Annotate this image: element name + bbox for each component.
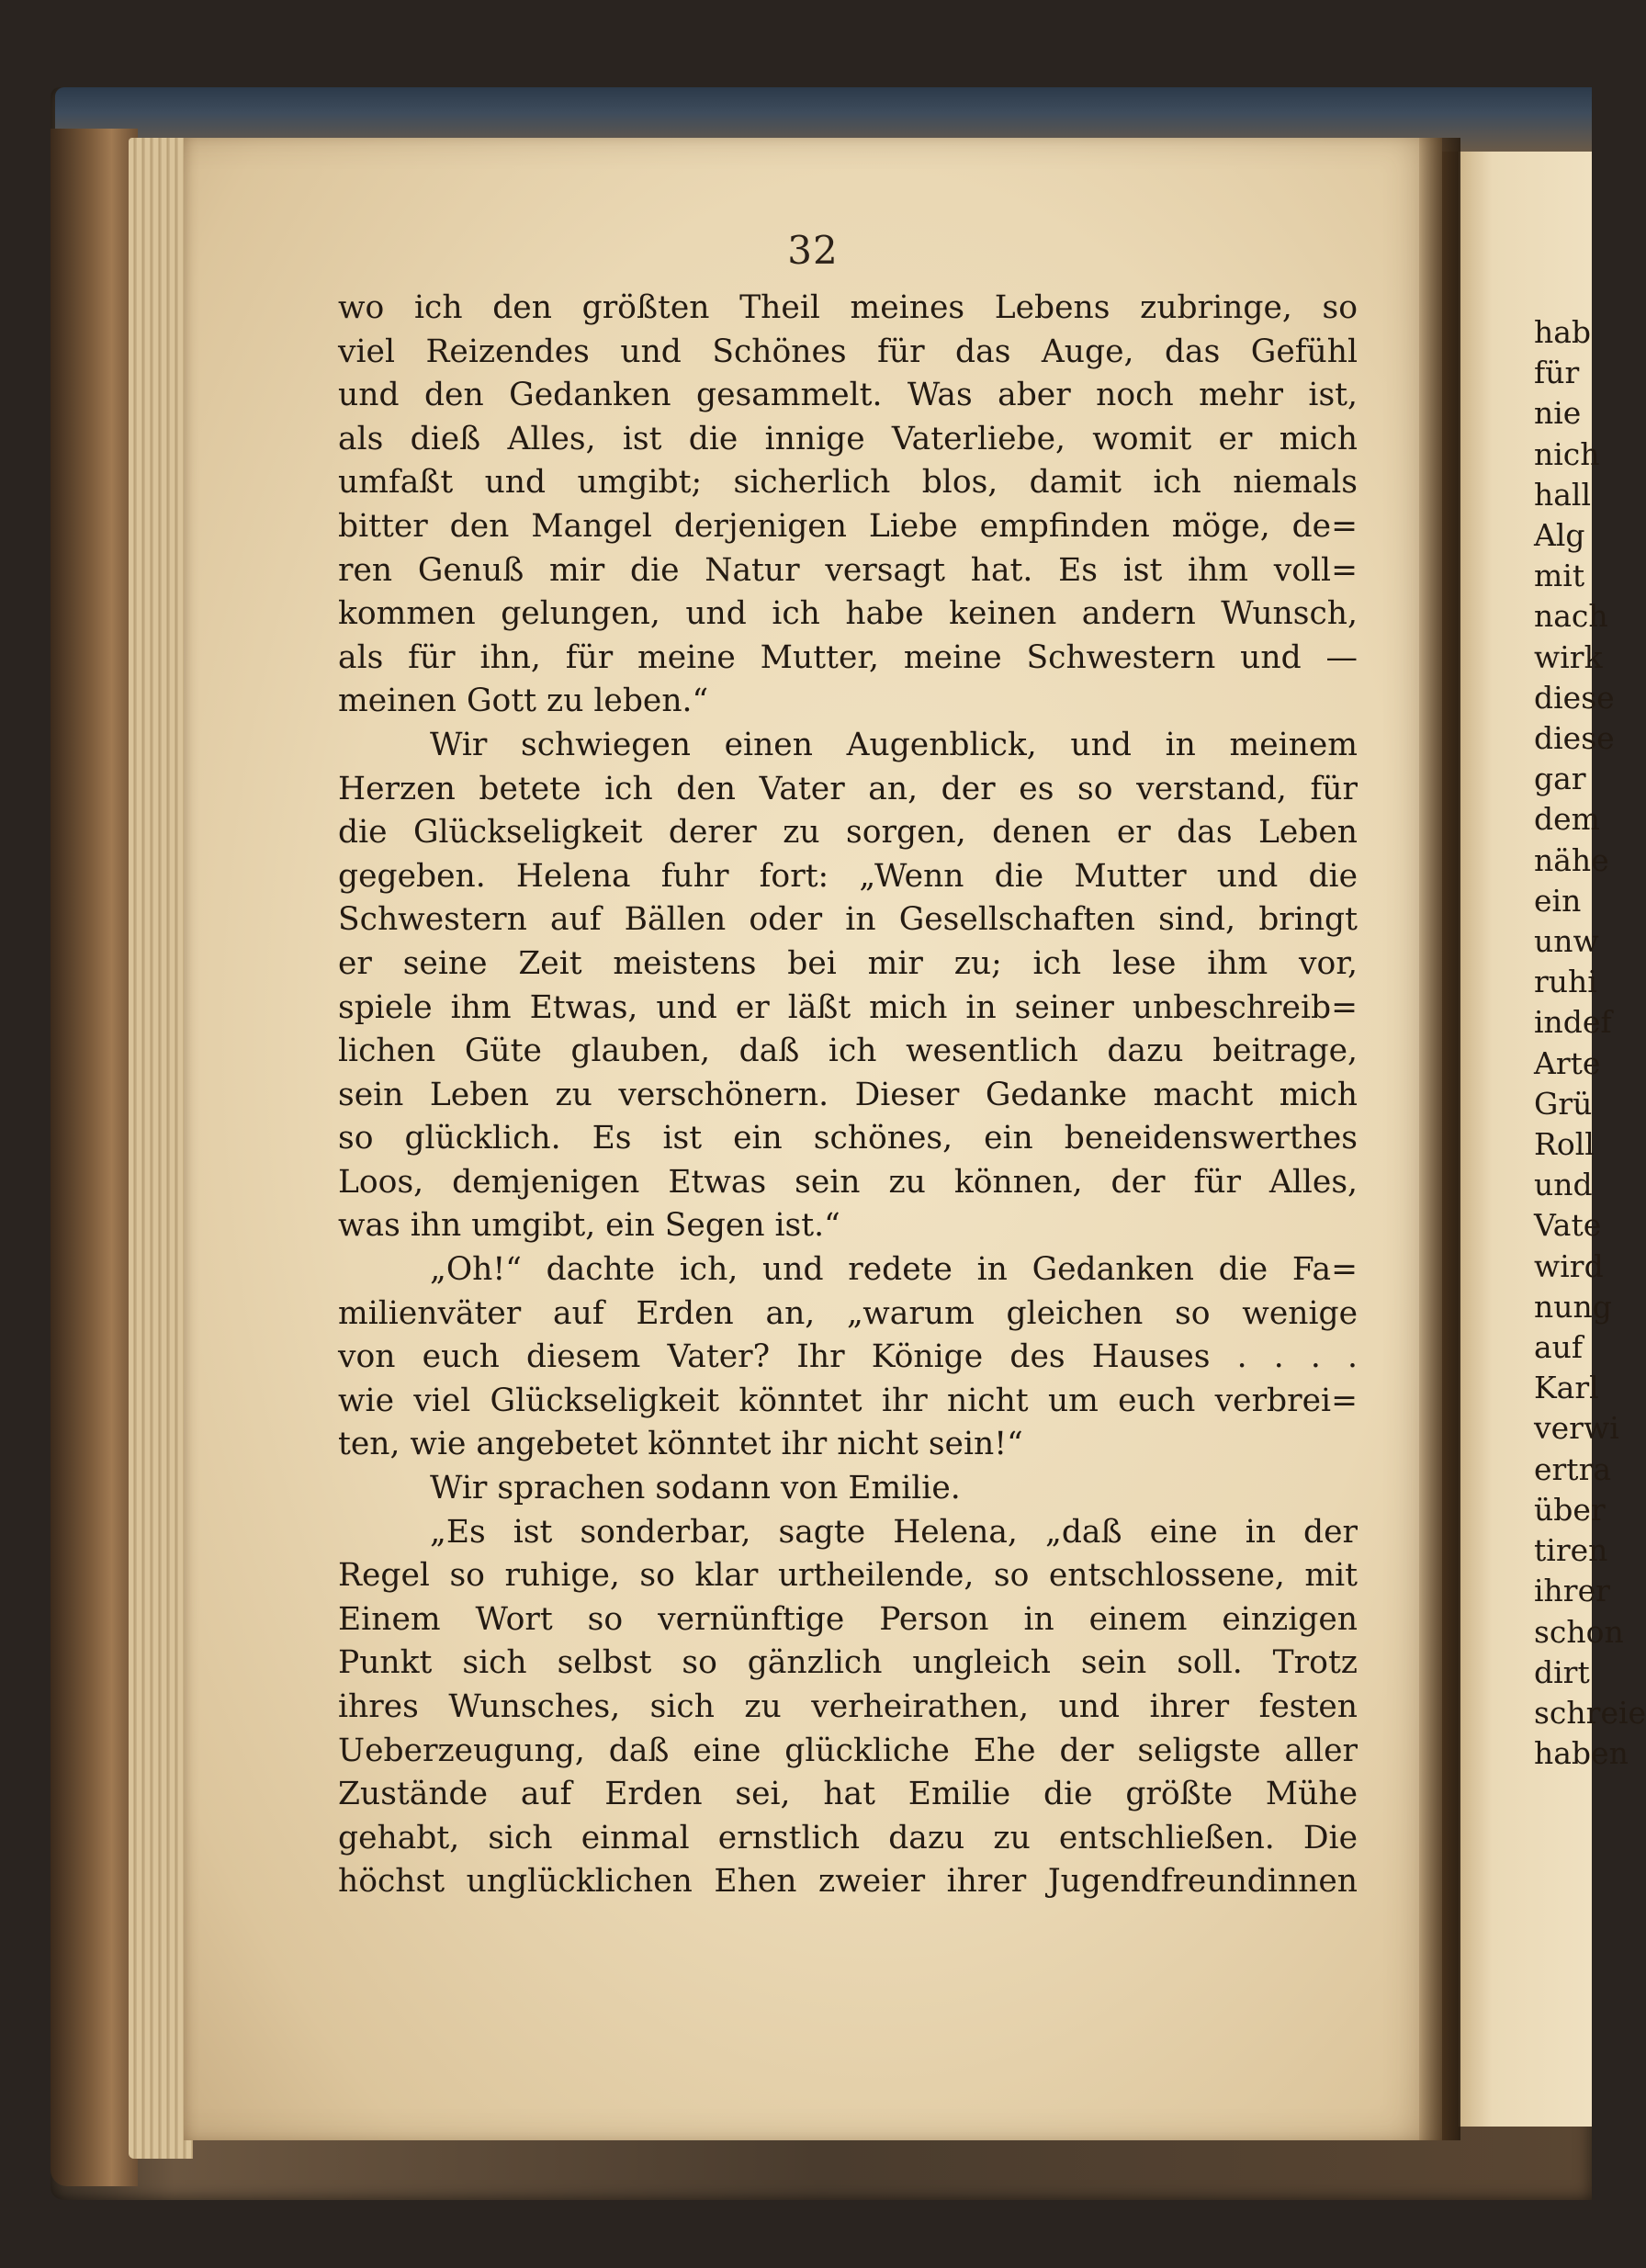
text-line: von euch diesem Vater? Ihr Könige des Hauses . . . . (338, 1338, 1358, 1376)
right-page-fragment: Grü (1534, 1085, 1593, 1122)
right-page-fragment: indef (1534, 1004, 1612, 1041)
right-page-fragment: tiren (1534, 1532, 1608, 1569)
right-page-fragment: Roll (1534, 1126, 1595, 1163)
right-page-fragment: auf (1534, 1329, 1584, 1366)
text-line: ren Genuß mir die Natur versagt hat. Es ist ihm voll= (338, 551, 1358, 589)
text-line: er seine Zeit meistens bei mir zu; ich lese ihm vor, (338, 944, 1358, 982)
text-line: als dieß Alles, ist die innige Vaterliebe, womit er mich (338, 420, 1358, 457)
text-line: viel Reizendes und Schönes für das Auge, das Gefühl (338, 333, 1358, 370)
right-page-fragment: dirt (1534, 1653, 1590, 1690)
text-line: ten, wie angebetet könntet ihr nicht sein!“ (338, 1426, 1023, 1463)
right-page-fragment: nung (1534, 1288, 1612, 1325)
text-line: Herzen betete ich den Vater an, der es so verstand, für (338, 770, 1358, 807)
right-page-fragment: verwi (1534, 1410, 1619, 1447)
text-line: Zustände auf Erden sei, hat Emilie die größte Mühe (338, 1776, 1358, 1813)
text-line: so glücklich. Es ist ein schönes, ein beneidenswerthes (338, 1120, 1358, 1157)
right-page-fragment: diese (1534, 679, 1615, 716)
right-page-fragment: nich (1534, 435, 1600, 472)
right-page-fragment: und (1534, 1167, 1593, 1203)
text-line: spiele ihm Etwas, und er läßt mich in seiner unbeschreib= (338, 988, 1358, 1026)
right-page-text-fragments (1534, 312, 1646, 1774)
text-line: wie viel Glückseligkeit könntet ihr nicht um euch verbrei= (338, 1382, 1358, 1419)
text-line: lichen Güte glauben, daß ich wesentlich dazu beitrage, (338, 1032, 1358, 1070)
text-line: Ueberzeugung, daß eine glückliche Ehe der seligste aller (338, 1732, 1358, 1769)
right-page-fragment: Arte (1534, 1044, 1601, 1081)
text-line: „Es ist sonderbar, sagte Helena, „daß eine in der (430, 1513, 1358, 1551)
text-line: kommen gelungen, und ich habe keinen andern Wunsch, (338, 595, 1358, 633)
text-line: bitter den Mangel derjenigen Liebe empfinden möge, de= (338, 507, 1358, 545)
text-line: meinen Gott zu leben.“ (338, 683, 709, 720)
text-line: milienväter auf Erden an, „warum gleichen so wenige (338, 1294, 1358, 1332)
right-page-fragment: mit (1534, 558, 1585, 594)
book-spine-edge (51, 129, 138, 2186)
right-page-fragment: ihrer (1534, 1573, 1610, 1609)
text-line: Regel so ruhige, so klar urtheilende, so entschlossene, mit (338, 1557, 1358, 1595)
right-page-fragment: gar (1534, 761, 1586, 797)
right-page-fragment: schreie (1534, 1694, 1646, 1731)
text-line: sein Leben zu verschönern. Dieser Gedanke macht mich (338, 1076, 1358, 1113)
book-gutter (1419, 138, 1460, 2140)
text-line: „Oh!“ dachte ich, und redete in Gedanken die Fa= (430, 1251, 1358, 1289)
text-line: wo ich den größten Theil meines Lebens zubringe, so (338, 289, 1358, 326)
right-page-fragment: ein (1534, 882, 1582, 919)
right-page-fragment: diese (1534, 720, 1615, 757)
right-page-fragment: wirk (1534, 638, 1603, 675)
page-number: 32 (787, 228, 839, 273)
right-page-fragment: nähe (1534, 841, 1609, 878)
right-page-fragment: Karl (1534, 1370, 1599, 1406)
right-page-fragment: hab (1534, 314, 1592, 350)
right-page-fragment: Vate (1534, 1207, 1602, 1244)
text-line: gegeben. Helena fuhr fort: „Wenn die Mutter und die (338, 857, 1358, 895)
text-line: Wir sprachen sodann von Emilie. (430, 1470, 961, 1507)
right-page-fragment: für (1534, 355, 1580, 391)
right-page-fragment: Alg (1534, 517, 1585, 554)
right-page-fragment: hall (1534, 476, 1592, 513)
right-page-fragment: dem (1534, 801, 1600, 838)
text-line: als für ihn, für meine Mutter, meine Schwestern und — (338, 638, 1358, 676)
text-line: Punkt sich selbst so gänzlich ungleich sein soll. Trotz (338, 1644, 1358, 1682)
text-line: was ihn umgibt, ein Segen ist.“ (338, 1207, 840, 1245)
text-line: die Glückseligkeit derer zu sorgen, denen er das Leben (338, 814, 1358, 852)
text-line: höchst unglücklichen Ehen zweier ihrer Jugendfreundinnen (338, 1863, 1358, 1901)
right-page-fragment: über (1534, 1491, 1606, 1528)
right-page-fragment: schon (1534, 1613, 1624, 1650)
text-line: gehabt, sich einmal ernstlich dazu zu entschließen. Die (338, 1819, 1358, 1856)
page-text-body (338, 287, 1358, 1904)
right-page-fragment: ruhi (1534, 964, 1597, 1000)
right-page-fragment: unw (1534, 923, 1599, 960)
text-line: und den Gedanken gesammelt. Was aber noch mehr ist, (338, 377, 1358, 414)
right-page-fragment: wird (1534, 1247, 1604, 1284)
text-line: ihres Wunsches, sich zu verheirathen, und ihrer festen (338, 1688, 1358, 1725)
right-page-fragment: nach (1534, 598, 1608, 635)
text-line: Einem Wort so vernünftige Person in einem einzigen (338, 1600, 1358, 1638)
text-line: umfaßt und umgibt; sicherlich blos, damit ich niemals (338, 464, 1358, 502)
text-line: Schwestern auf Bällen oder in Gesellschaften sind, bringt (338, 901, 1358, 939)
right-page-fragment: haben (1534, 1735, 1629, 1772)
text-line: Loos, demjenigen Etwas sein zu können, der für Alles, (338, 1163, 1358, 1201)
text-line: Wir schwiegen einen Augenblick, und in meinem (430, 726, 1358, 763)
right-page-fragment: ertra (1534, 1450, 1612, 1487)
right-page-fragment: nie (1534, 395, 1582, 432)
